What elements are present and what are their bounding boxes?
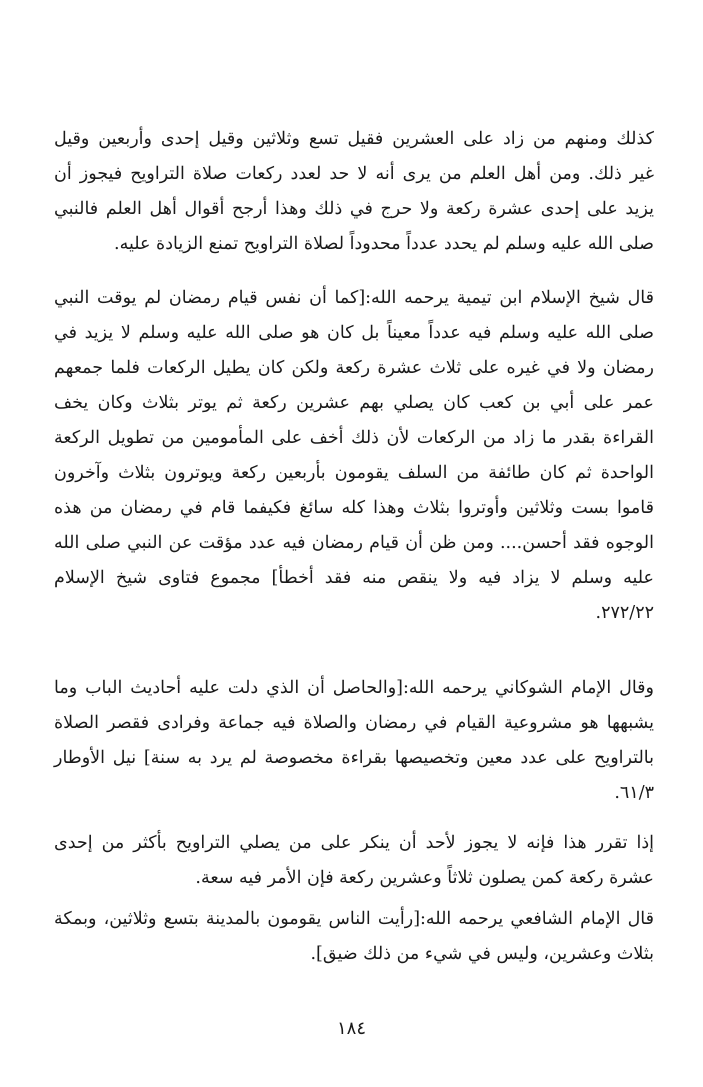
text-line: القراءة بقدر ما زاد من الركعات لأن ذلك أخف على المأمومين من تطويل الركعة <box>54 428 654 448</box>
text-line: صلى الله عليه وسلم فيه عدداً معيناً بل كان هو صلى الله عليه وسلم لا يزيد في <box>54 323 654 343</box>
text-line: يشبهها هو مشروعية القيام في رمضان والصلاة فيه جماعة وفرادى فقصر الصلاة <box>54 713 654 733</box>
text-line: عمر على أبي بن كعب كان يصلي بهم عشرين ركعة ثم يوتر بثلاث وكان يخف <box>54 393 654 413</box>
text-line: الواحدة ثم كان طائفة من السلف يقومون بأربعين ركعة ويوترون بثلاث وآخرون <box>54 463 654 483</box>
text-line: قال الإمام الشافعي يرحمه الله:[رأيت الناس يقومون بالمدينة بتسع وثلاثين، وبمكة <box>54 909 654 929</box>
page-number: ١٨٤ <box>336 1018 366 1039</box>
paragraph-3 <box>54 671 654 811</box>
text-line: عليه وسلم لا يزاد فيه ولا ينقص منه فقد أخطأ] مجموع فتاوى شيخ الإسلام <box>54 568 654 588</box>
text-line: الوجوه فقد أحسن.... ومن ظن أن قيام رمضان فيه عدد مؤقت عن النبي صلى الله <box>54 533 654 553</box>
text-line: وقال الإمام الشوكاني يرحمه الله:[والحاصل أن الذي دلت عليه أحاديث الباب وما <box>54 678 654 698</box>
text-line: بثلاث وعشرين، وليس في شيء من ذلك ضيق]. <box>310 944 654 964</box>
text-line: ٢٧٢/٢٢. <box>595 603 654 623</box>
text-line: صلى الله عليه وسلم لم يحدد عدداً محدوداً لصلاة التراويح تمنع الزيادة عليه. <box>114 234 654 254</box>
text-line: إذا تقرر هذا فإنه لا يجوز لأحد أن ينكر على من يصلي التراويح بأكثر من إحدى <box>54 833 654 853</box>
paragraph-2 <box>54 281 654 631</box>
text-line: ٦١/٣. <box>614 783 654 803</box>
text-line: قاموا بست وثلاثين وأوتروا بثلاث وهذا كله سائغ فكيفما قام في رمضان من هذه <box>54 498 654 518</box>
text-line: كذلك ومنهم من زاد على العشرين فقيل تسع وثلاثين وقيل إحدى وأربعين وقيل <box>54 129 654 149</box>
paragraph-4 <box>54 826 654 896</box>
paragraph-1 <box>54 122 654 262</box>
text-line: غير ذلك. ومن أهل العلم من يرى أنه لا حد لعدد ركعات صلاة التراويح فيجوز أن <box>54 164 654 184</box>
text-line: بالتراويح على عدد معين وتخصيصها بقراءة مخصوصة لم يرد به سنة] نيل الأوطار <box>54 748 654 768</box>
text-line: عشرة ركعة كمن يصلون ثلاثاً وعشرين ركعة فإن الأمر فيه سعة. <box>195 868 654 888</box>
text-line: رمضان ولا في غيره على ثلاث عشرة ركعة ولكن كان يطيل الركعات فلما جمعهم <box>54 358 654 378</box>
text-line: قال شيخ الإسلام ابن تيمية يرحمه الله:[كما أن نفس قيام رمضان لم يوقت النبي <box>54 288 654 308</box>
text-line: يزيد على إحدى عشرة ركعة ولا حرج في ذلك وهذا أرجح أقوال أهل العلم فالنبي <box>54 199 654 219</box>
paragraph-5 <box>54 902 654 972</box>
